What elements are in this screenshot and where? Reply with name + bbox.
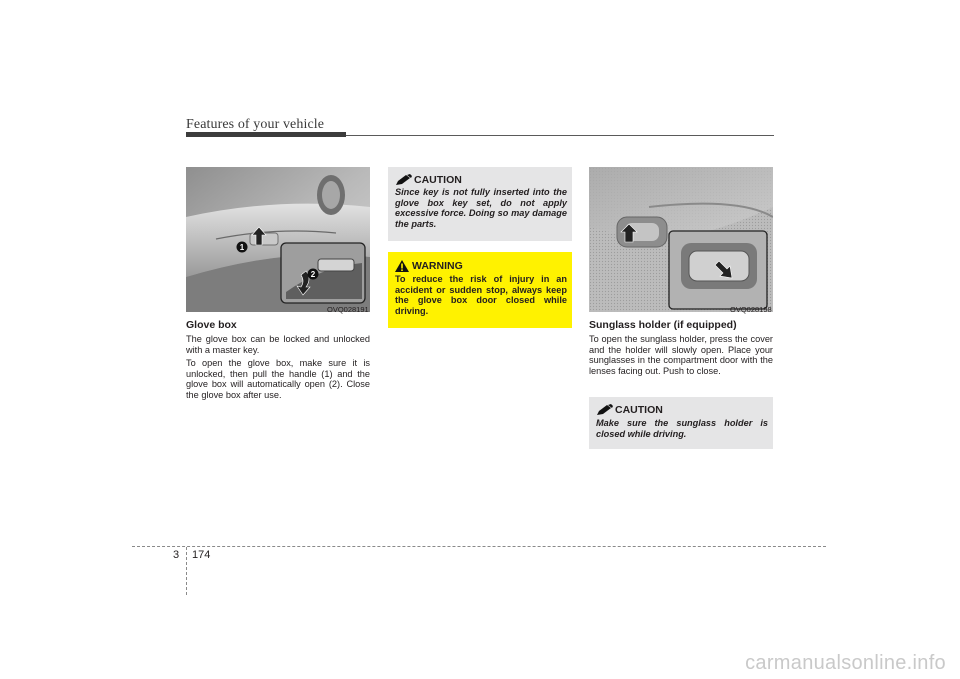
sunglass-figure-code: OVQ028198	[730, 305, 772, 314]
glove-box-illustration	[186, 167, 370, 312]
glove-box-paragraph-2: To open the glove box, make sure it is unlocked, then pull the handle (1) and the glove box will automatically open (2). Close the glove box after use.	[186, 358, 370, 400]
callout-2-label: 2	[310, 270, 316, 279]
sunglass-holder-illustration	[589, 167, 773, 312]
caution-heading: CAUTION	[414, 174, 462, 186]
caution-text: Make sure the sunglass holder is closed while driving.	[596, 418, 768, 439]
header-bar	[186, 132, 346, 137]
footer-divider	[186, 547, 187, 595]
warning-box	[388, 252, 572, 328]
caution-box-sunglass	[589, 397, 773, 449]
glove-box-paragraph-1: The glove box can be locked and unlocked with a master key.	[186, 334, 370, 355]
caution-box-key	[388, 167, 572, 241]
watermark-text: carmanualsonline.info	[745, 652, 946, 674]
section-header-title: Features of your vehicle	[186, 117, 325, 132]
glove-box-body	[186, 334, 370, 404]
sunglass-holder-body: To open the sunglass holder, press the cover and the holder will slowly open. Place your sunglasses in the compartment door with the lenses facing out. Push to close.	[589, 334, 773, 376]
caution-heading: CAUTION	[615, 404, 663, 416]
glove-box-figure-code: OVQ028191	[327, 305, 369, 314]
callout-1-label: 1	[239, 243, 245, 252]
page-number: 174	[192, 549, 211, 561]
warning-text: To reduce the risk of injury in an accident or sudden stop, always keep the glove box door closed while driving.	[395, 274, 567, 316]
caution-text: Since key is not fully inserted into the glove box key set, do not apply excessive force. Doing so may damage the parts.	[395, 187, 567, 229]
sunglass-holder-title: Sunglass holder (if equipped)	[589, 319, 737, 331]
pencil-icon	[395, 174, 413, 186]
glove-box-title: Glove box	[186, 319, 237, 331]
chapter-number: 3	[173, 549, 180, 561]
pencil-icon	[596, 404, 614, 416]
warning-heading: WARNING	[412, 260, 463, 272]
warning-triangle-icon	[395, 260, 409, 272]
footer-rule	[132, 546, 826, 547]
